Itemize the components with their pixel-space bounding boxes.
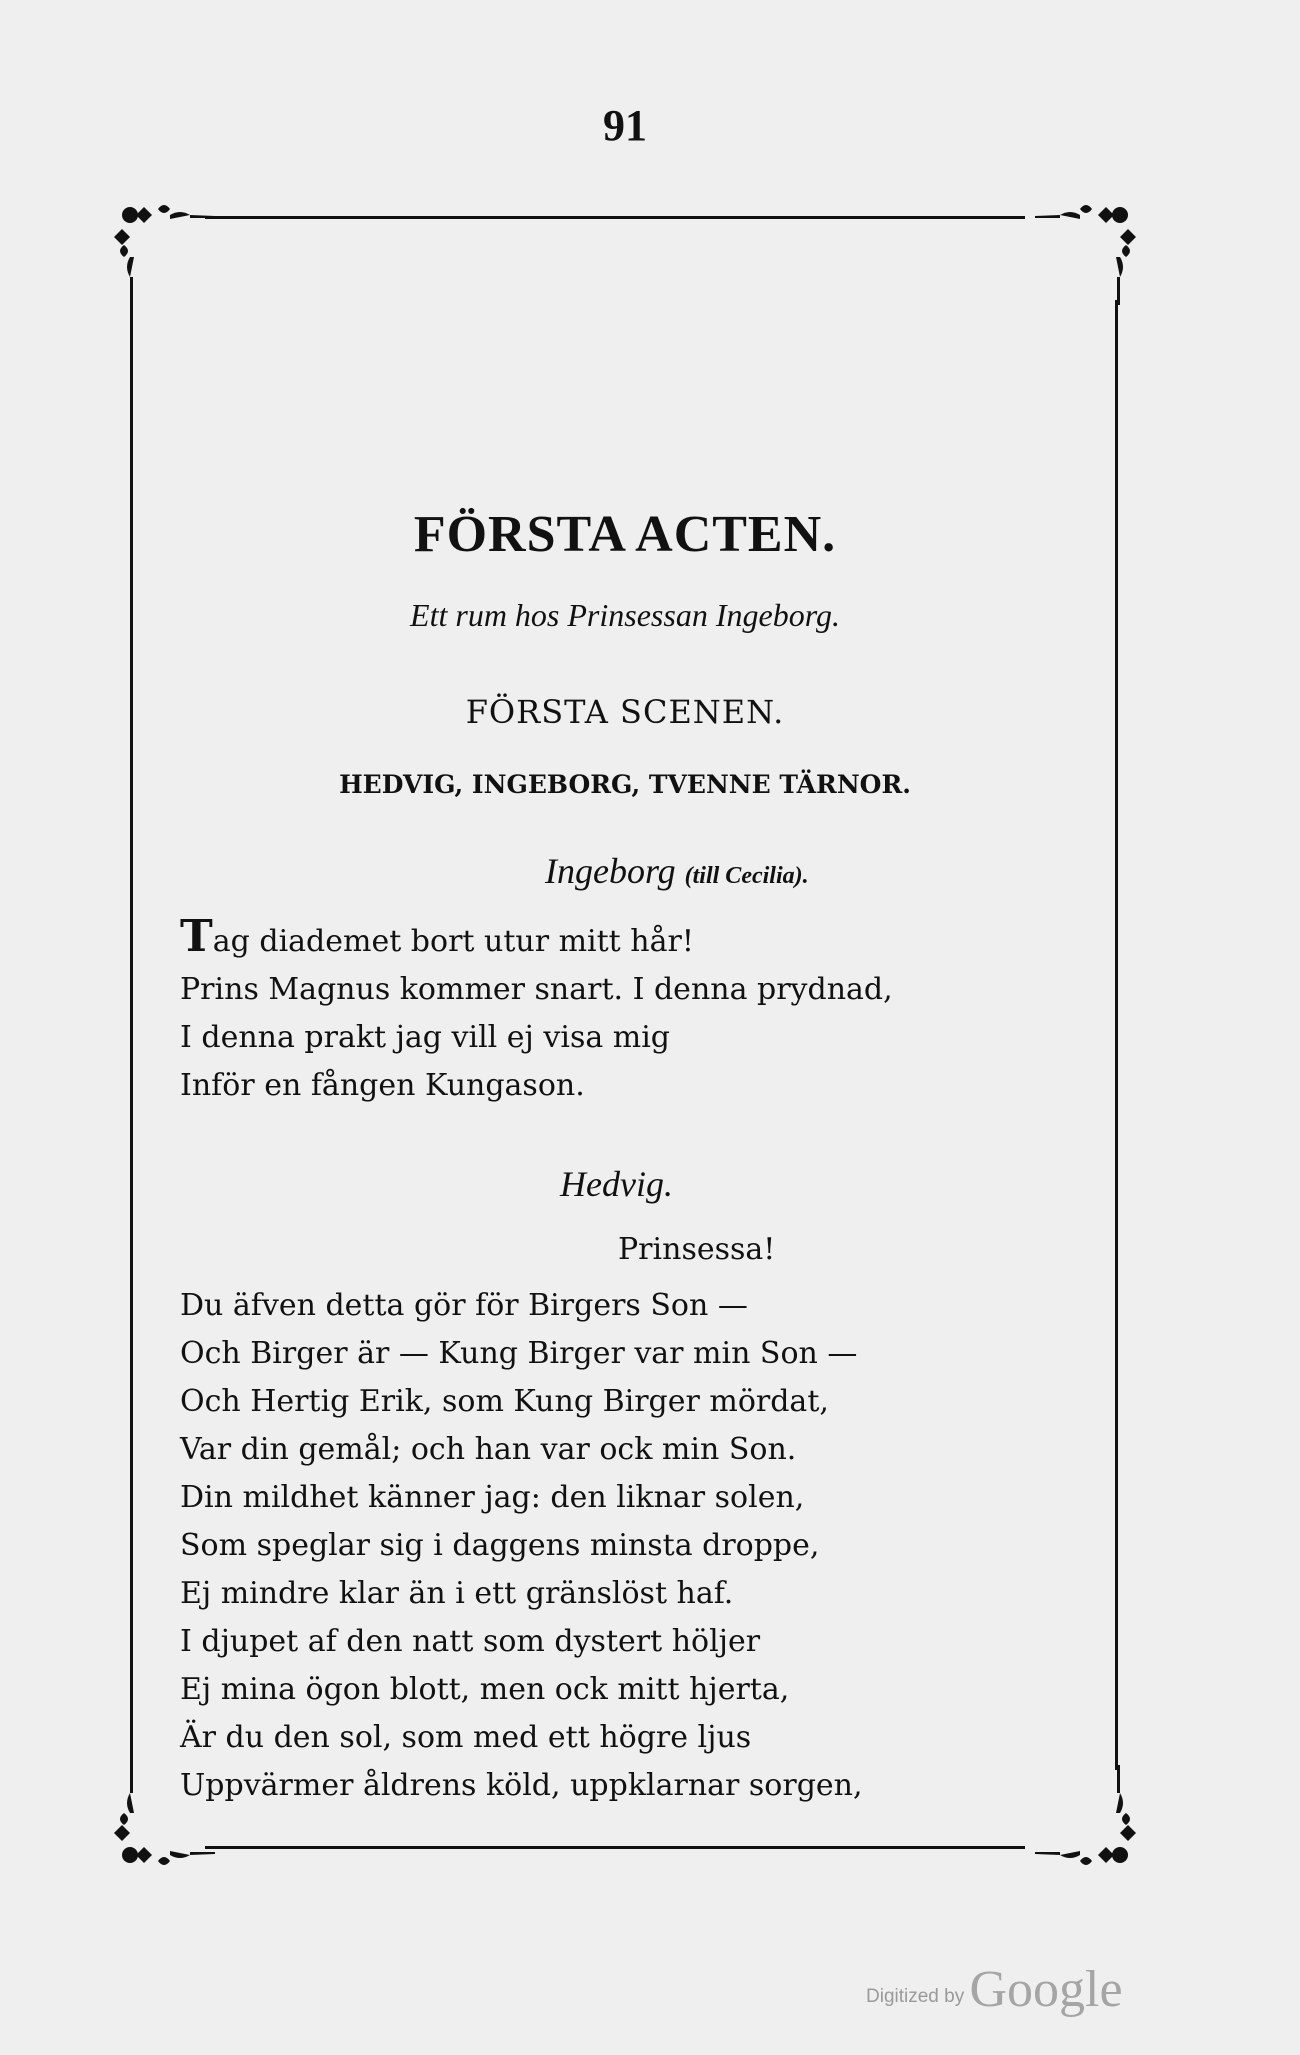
drop-cap: T: [180, 911, 213, 962]
verse-line: Prinsessa!: [618, 1232, 776, 1267]
verse-line: Din mildhet känner jag: den liknar solen,: [180, 1480, 805, 1515]
watermark-brand-logo: Google: [969, 1961, 1123, 2018]
verse-line: Är du den sol, som med ett högre ljus: [180, 1720, 752, 1755]
verse-line: Och Hertig Erik, som Kung Birger mördat,: [180, 1384, 829, 1419]
frame-top-rule: [205, 216, 1025, 219]
verse-line: Du äfven detta gör för Birgers Son —: [180, 1288, 748, 1323]
speaker-heading: [545, 850, 809, 892]
floral-corner-icon: [110, 195, 220, 305]
speaker-name: Ingeborg: [545, 851, 676, 891]
frame-bottom-rule: [205, 1846, 1025, 1849]
page-number: 91: [603, 101, 647, 150]
digitization-watermark: [866, 1960, 1123, 2019]
character-list: HEDVIG, INGEBORG, TVENNE TÄRNOR.: [339, 770, 911, 799]
verse-line: Uppvärmer åldrens köld, uppklarnar sorgen,: [180, 1768, 863, 1803]
verse-line: Ej mina ögon blott, men ock mitt hjerta,: [180, 1672, 790, 1707]
verse-line-text: ag diademet bort utur mitt hår!: [212, 924, 694, 959]
verse-line: Inför en fången Kungason.: [180, 1068, 585, 1103]
verse-line: I djupet af den natt som dystert höljer: [180, 1624, 761, 1659]
floral-corner-icon: [1030, 1765, 1140, 1875]
scene-title: FÖRSTA SCENEN.: [465, 693, 785, 731]
verse-line: Prins Magnus kommer snart. I denna prydnad,: [180, 972, 893, 1007]
act-title: FÖRSTA ACTEN.: [413, 506, 837, 563]
verse-line: Som speglar sig i daggens minsta droppe,: [180, 1528, 820, 1563]
stage-direction: (till Cecilia).: [684, 863, 809, 889]
verse-block: [180, 911, 980, 1110]
floral-corner-icon: [1030, 195, 1140, 305]
verse-line: Och Birger är — Kung Birger var min Son —: [180, 1336, 858, 1371]
verse-line: Ej mindre klar än i ett gränslöst haf.: [180, 1576, 734, 1611]
verse-line: I denna prakt jag vill ej visa mig: [180, 1020, 671, 1055]
scene-setting: Ett rum hos Prinsessan Ingeborg.: [410, 597, 840, 633]
verse-block: [180, 1282, 980, 1810]
watermark-prefix: Digitized by: [866, 1986, 965, 2007]
verse-line: [180, 911, 980, 966]
speaker-name: Hedvig.: [560, 1164, 673, 1204]
verse-line: Var din gemål; och han var ock min Son.: [180, 1432, 797, 1467]
